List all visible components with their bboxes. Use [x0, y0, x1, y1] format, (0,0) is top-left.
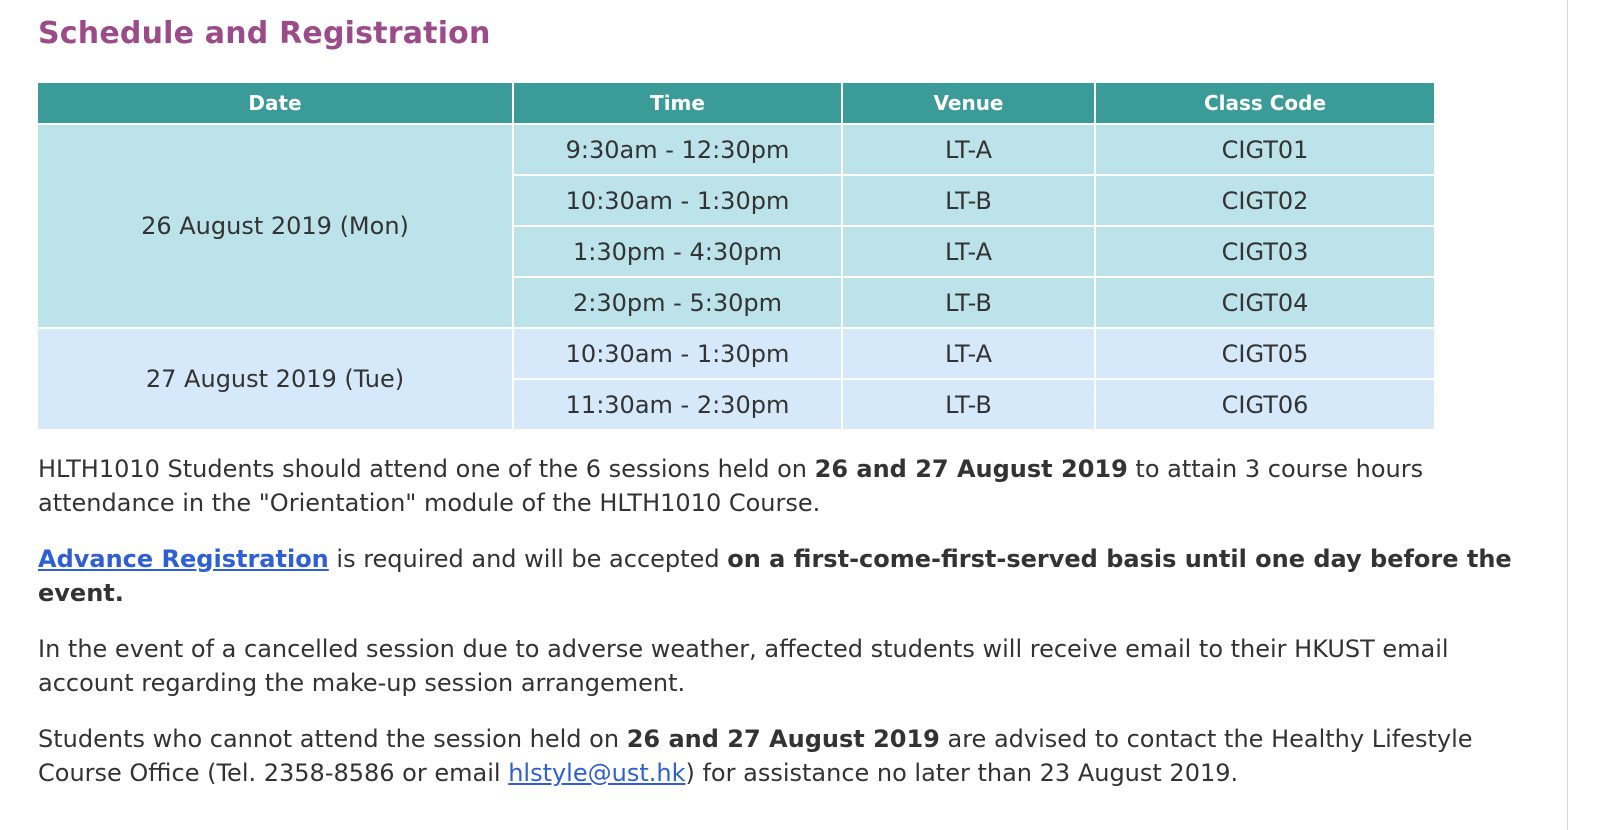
paragraph-text: HLTH1010 Students should attend one of the 6 sessions held on	[38, 455, 815, 483]
venue-cell: LT-B	[842, 379, 1095, 429]
venue-cell: LT-A	[842, 124, 1095, 175]
table-row	[38, 124, 1434, 175]
class-code-cell: CIGT06	[1095, 379, 1434, 429]
registration-paragraph	[38, 542, 1538, 610]
time-cell: 2:30pm - 5:30pm	[513, 277, 842, 328]
schedule-table	[38, 83, 1434, 429]
paragraph-text: Students who cannot attend the session held on	[38, 725, 627, 753]
paragraph-text: ) for assistance no later than 23 August 2019.	[685, 759, 1239, 787]
time-cell: 10:30am - 1:30pm	[513, 328, 842, 379]
time-cell: 9:30am - 12:30pm	[513, 124, 842, 175]
time-cell: 1:30pm - 4:30pm	[513, 226, 842, 277]
venue-cell: LT-A	[842, 328, 1095, 379]
column-header-venue: Venue	[842, 83, 1095, 124]
advance-registration-link[interactable]: Advance Registration	[38, 545, 329, 573]
date-cell: 26 August 2019 (Mon)	[38, 124, 513, 328]
attendance-paragraph	[38, 452, 1538, 520]
class-code-cell: CIGT02	[1095, 175, 1434, 226]
time-cell: 11:30am - 2:30pm	[513, 379, 842, 429]
paragraph-bold: 26 and 27 August 2019	[814, 455, 1128, 483]
column-header-time: Time	[513, 83, 842, 124]
venue-cell: LT-B	[842, 277, 1095, 328]
weather-paragraph	[38, 632, 1538, 700]
contact-paragraph	[38, 722, 1538, 790]
venue-cell: LT-A	[842, 226, 1095, 277]
class-code-cell: CIGT04	[1095, 277, 1434, 328]
paragraph-bold: 26 and 27 August 2019	[626, 725, 940, 753]
column-header-date: Date	[38, 83, 513, 124]
time-cell: 10:30am - 1:30pm	[513, 175, 842, 226]
venue-cell: LT-B	[842, 175, 1095, 226]
date-cell: 27 August 2019 (Tue)	[38, 328, 513, 429]
class-code-cell: CIGT01	[1095, 124, 1434, 175]
email-link[interactable]: hlstyle@ust.hk	[508, 759, 686, 787]
column-header-class-code: Class Code	[1095, 83, 1434, 124]
paragraph-text: to attain 3 course hours attendance in the "Orientation" module of the HLTH1010 Course.	[38, 455, 1424, 517]
page-title: Schedule and Registration	[38, 16, 491, 51]
class-code-cell: CIGT05	[1095, 328, 1434, 379]
paragraph-text: is required and will be accepted	[328, 545, 728, 573]
paragraph-text: are advised to contact the Healthy Lifestyle Course Office (Tel. 2358-8586 or email	[38, 725, 1473, 787]
class-code-cell: CIGT03	[1095, 226, 1434, 277]
table-header-row	[38, 83, 1434, 124]
scrollbar[interactable]	[1567, 0, 1604, 830]
paragraph-text: In the event of a cancelled session due to adverse weather, affected students will receive email to their HKUST email account regarding the make-up session arrangement.	[38, 635, 1449, 697]
table-row	[38, 328, 1434, 379]
paragraph-bold: on a first-come-first-served basis until one day before the event.	[38, 545, 1512, 607]
